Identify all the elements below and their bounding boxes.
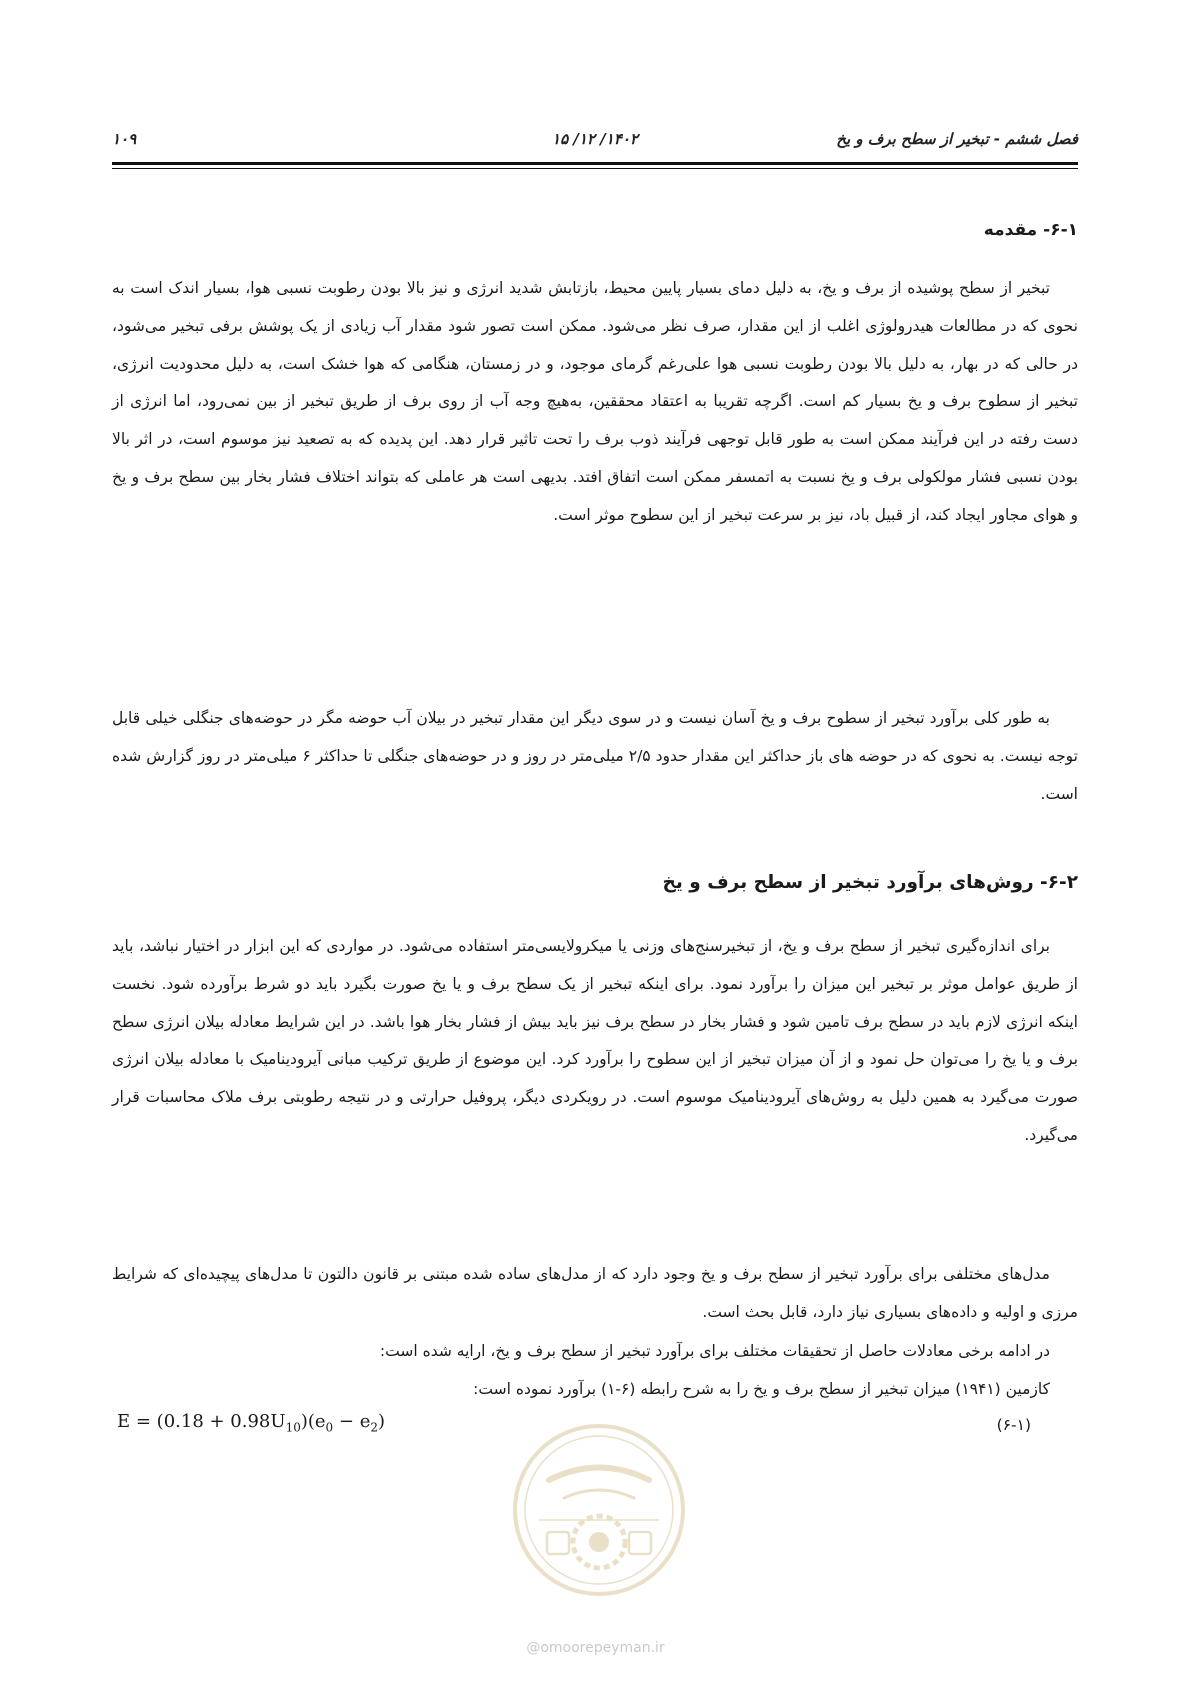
paragraph: تبخیر از سطح پوشیده از برف و یخ، به دلیل دمای بسیار پایین محیط، بازتابش شدید انرژی و نیز بالا بودن رطوبت نسبی هوا، بسیار اندک است به نحوی که در مطالعات هیدرولوژی اغلب از این مقدار، صرف نظر می‌شود. ممکن است تصور شود مقدار آب زیادی از یک پوشش برفی تبخیر می‌شود، در حالی که در بهار، به دلیل بالا بودن رطوبت نسبی هوا علی‌رغم گرمای موجود، و در زمستان، هنگامی که هوا خشک است، به دلیل محدودیت انرژی، تبخیر از سطوح برف و یخ بسیار کم است. اگرچه تقریبا به اعتقاد محققین، به‌هیچ وجه آب از روی برف از طریق تبخیر از بین نمی‌رود، اما انرژی از دست رفته در این فرآیند ممکن است به طور قابل توجهی فرآیند ذوب برف را تحت تاثیر قرار دهد. این پدیده که به تصعید نیز موسوم است، در اثر بالا بودن نسبی فشار مولکولی برف و یخ نسبت به اتمسفر ممکن است اتفاق افتد. بدیهی است هر عاملی که بتواند اختلاف فشار بخار بین سطح برف و یخ و هوای مجاور ایجاد کند، از قبیل باد، نیز بر سرعت تبخیر از این سطوح موثر است. xyxy=(112,279,1078,524)
equation-term-a-subscript: 10 xyxy=(285,1420,301,1435)
paragraph: به طور کلی برآورد تبخیر از سطوح برف و یخ آسان نیست و در سوی دیگر این مقدار تبخیر در بیلان آب حوضه مگر در حوضه‌های جنگلی خیلی قابل توجه نیست. به نحوی که در حوضه های باز حداکثر این مقدار حدود ۲/۵ میلی‌متر در روز و در حوضه‌های جنگلی تا حداکثر ۶ میلی‌متر در روز گزارش شده است. xyxy=(112,709,1078,803)
watermark-seal-logo xyxy=(509,1420,689,1600)
paragraph: کازمین (۱۹۴۱) میزان تبخیر از سطح برف و یخ را به شرح رابطه (۶-۱) برآورد نموده است: xyxy=(473,1380,1050,1398)
equation-term-b1: e xyxy=(314,1411,326,1432)
equation-term-a: 0.18 + 0.98U xyxy=(163,1411,286,1432)
watermark-url: @omoorepeyman.ir xyxy=(526,1640,665,1656)
section-heading-introduction: ۶-۱- مقدمه xyxy=(983,220,1078,240)
equation-lhs: E xyxy=(117,1411,131,1432)
paragraph: مدل‌های مختلفی برای برآورد تبخیر از سطح برف و یخ وجود دارد که از مدل‌های ساده شده مبتنی بر قانون دالتون تا مدل‌های پیچیده‌ای که شرایط مرزی و اولیه و داده‌های بسیاری نیاز دارد، قابل بحث است. xyxy=(112,1265,1078,1321)
header-page-number: ۱۰۹ xyxy=(112,130,137,148)
header-chapter-title: فصل ششم - تبخیر از سطح برف و یخ xyxy=(836,130,1078,148)
equation-number: (۶-۱) xyxy=(996,1416,1031,1434)
paragraph: در ادامه برخی معادلات حاصل از تحقیقات مختلف برای برآورد تبخیر از سطح برف و یخ، ارایه شده است: xyxy=(379,1342,1050,1360)
equation-term-b2: e xyxy=(359,1411,371,1432)
equation-term-b2-subscript: 2 xyxy=(370,1420,379,1435)
header-rule-thin xyxy=(112,168,1078,169)
equation-formula: $E = (0.18 + 0.98U_{10})(e_0 - e_2)$ xyxy=(117,1411,386,1435)
running-header xyxy=(112,130,1078,152)
section-heading-methods: ۶-۲- روش‌های برآورد تبخیر از سطح برف و یخ xyxy=(662,872,1078,893)
equation-term-b1-subscript: 0 xyxy=(325,1420,334,1435)
header-rule-thick xyxy=(112,162,1078,165)
paragraph: برای اندازه‌گیری تبخیر از سطح برف و یخ، از تبخیرسنج‌های وزنی یا میکرولایسی‌متر استفاده می‌شود. در مواردی که این ابزار در اختیار نباشد، باید از طریق عوامل موثر بر تبخیر این میزان را برآورد نمود. برای اینکه تبخیر از یک سطح برف و یا یخ صورت بگیرد باید دو شرط برآورده شود. نخست اینکه انرژی لازم باید در سطح برف تامین شود و فشار بخار در سطح برف نیز باید بیش از فشار بخار هوا باشد. در این شرایط معادله بیلان انرژی سطح برف و یا یخ را می‌توان حل نمود و از آن میزان تبخیر از این سطوح را برآورد کرد. این موضوع از طریق ترکیب مبانی آیرودینامیک با معادله بیلان انرژی صورت می‌گیرد به همین دلیل به روش‌های آیرودینامیک موسوم است. در رویکردی دیگر، پروفیل حرارتی و در نتیجه رطوبتی برف ملاک محاسبات قرار می‌گیرد. xyxy=(112,937,1078,1144)
header-date: ۱۴۰۲/ ۱۲/ ۱۵ xyxy=(552,130,638,148)
